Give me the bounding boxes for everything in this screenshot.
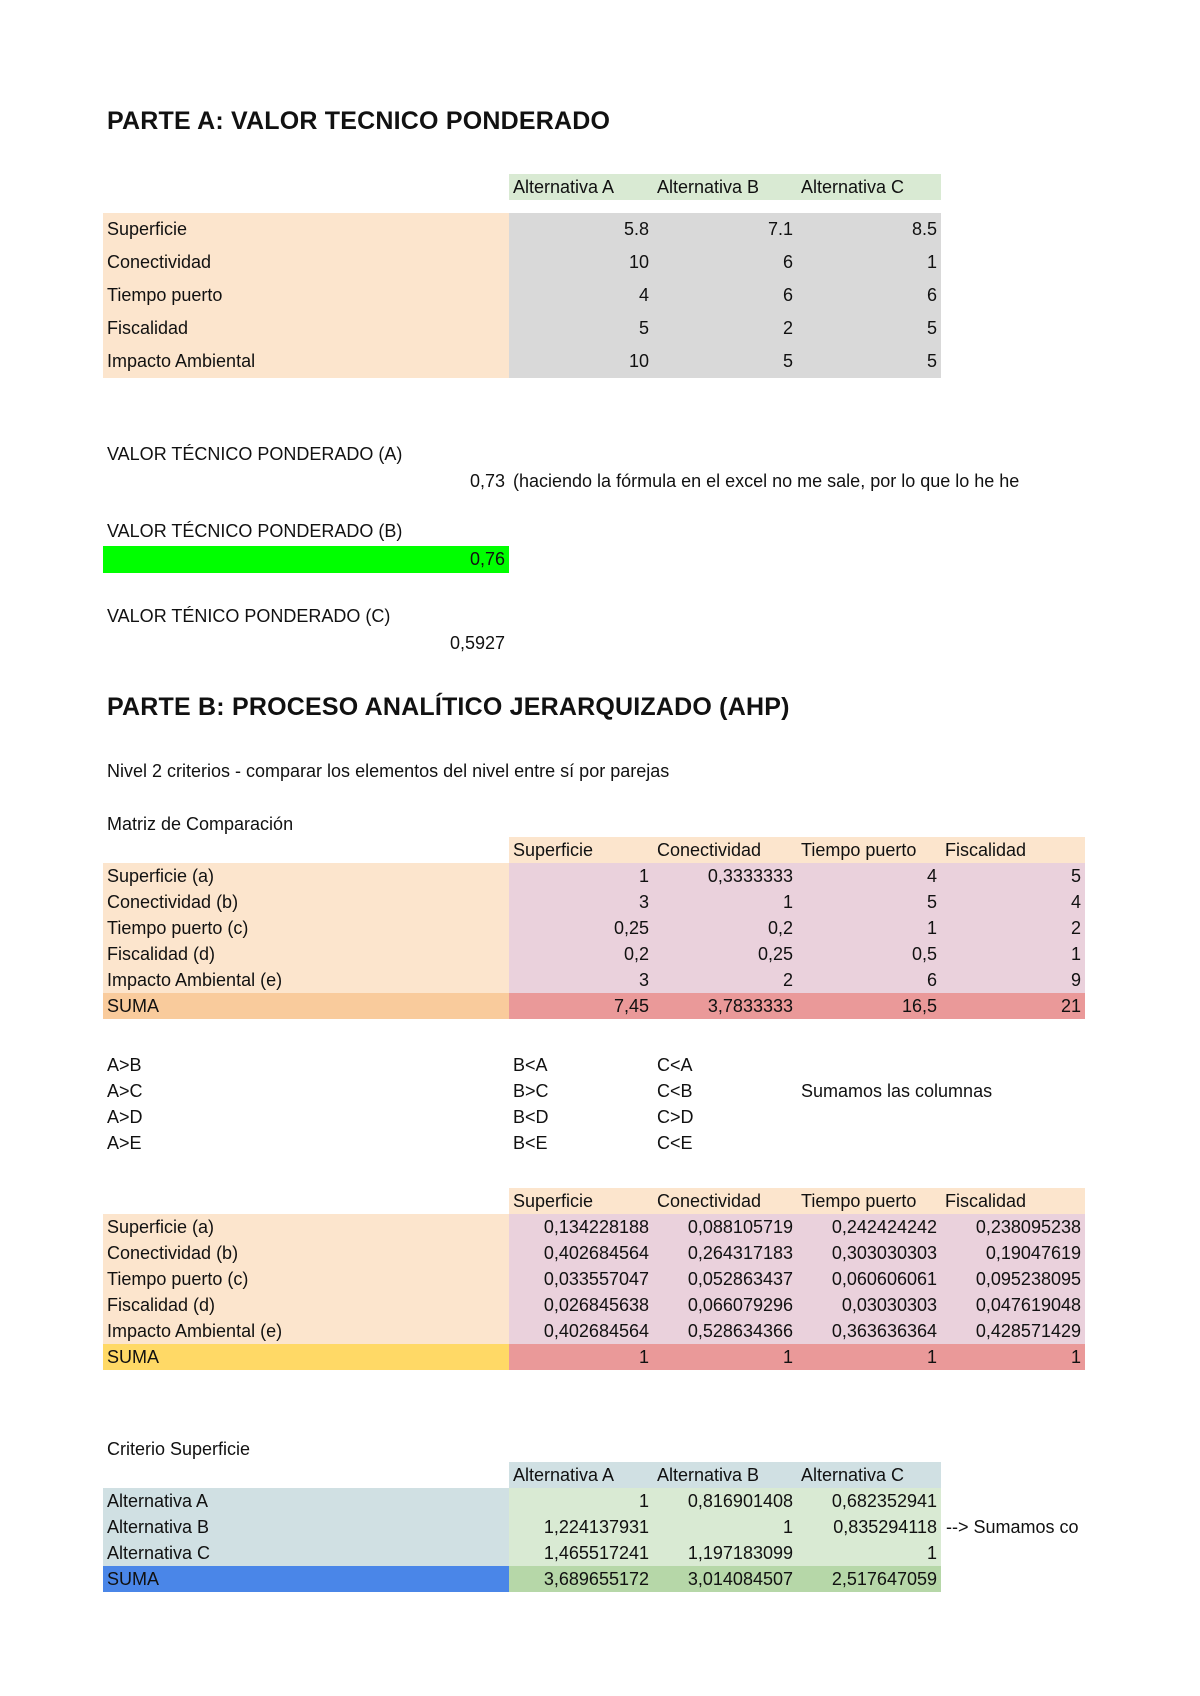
norm-cell: 0,095238095 xyxy=(941,1266,1085,1292)
matrix-cell: 5 xyxy=(941,863,1085,889)
comparison-item: C<A xyxy=(657,1055,693,1075)
crit-header: Alternativa A xyxy=(509,1462,653,1488)
parte-a-cell: 4 xyxy=(509,279,653,312)
norm-cell: 0,03030303 xyxy=(797,1292,941,1318)
parte-a-header-alt-a: Alternativa A xyxy=(509,174,653,200)
matrix-suma-cell: 16,5 xyxy=(797,993,941,1019)
parte-a-cell: 5 xyxy=(509,312,653,345)
norm-cell: 0,242424242 xyxy=(797,1214,941,1240)
norm-header: Superficie xyxy=(509,1188,653,1214)
norm-suma-cell: 1 xyxy=(797,1344,941,1370)
comparison-item: B>C xyxy=(513,1081,549,1101)
norm-suma-label: SUMA xyxy=(103,1344,509,1370)
crit-note: --> Sumamos co xyxy=(946,1517,1079,1537)
parte-a-row-label: Tiempo puerto xyxy=(103,279,509,312)
crit-header: Alternativa C xyxy=(797,1462,941,1488)
crit-suma-cell: 3,014084507 xyxy=(653,1566,797,1592)
norm-cell: 0,528634366 xyxy=(653,1318,797,1344)
matrix-row-label: Impacto Ambiental (e) xyxy=(103,967,509,993)
parte-a-cell: 7.1 xyxy=(653,213,797,246)
matrix-header: Superficie xyxy=(509,837,653,863)
comparison-item: A>D xyxy=(107,1107,143,1127)
matrix-cell: 0,5 xyxy=(797,941,941,967)
parte-a-row-label: Impacto Ambiental xyxy=(103,345,509,378)
crit-cell: 0,682352941 xyxy=(797,1488,941,1514)
matrix-cell: 1 xyxy=(653,889,797,915)
crit-row-label: Alternativa A xyxy=(103,1488,509,1514)
norm-header: Fiscalidad xyxy=(941,1188,1085,1214)
crit-cell: 1 xyxy=(653,1514,797,1540)
matrix-cell: 0,3333333 xyxy=(653,863,797,889)
parte-a-cell: 5.8 xyxy=(509,213,653,246)
norm-cell: 0,19047619 xyxy=(941,1240,1085,1266)
matrix-cell: 2 xyxy=(653,967,797,993)
norm-header: Tiempo puerto xyxy=(797,1188,941,1214)
parte-b-title: PARTE B: PROCESO ANALÍTICO JERARQUIZADO (AHP) xyxy=(107,693,790,721)
parte-a-title: PARTE A: VALOR TECNICO PONDERADO xyxy=(107,107,611,135)
parte-a-header-alt-c: Alternativa C xyxy=(797,174,941,200)
crit-suma-label: SUMA xyxy=(103,1566,509,1592)
norm-cell: 0,060606061 xyxy=(797,1266,941,1292)
norm-cell: 0,033557047 xyxy=(509,1266,653,1292)
crit-cell: 1,197183099 xyxy=(653,1540,797,1566)
norm-row-label: Tiempo puerto (c) xyxy=(103,1266,509,1292)
crit-row-label: Alternativa C xyxy=(103,1540,509,1566)
comparison-item: A>C xyxy=(107,1081,143,1101)
norm-row-label: Impacto Ambiental (e) xyxy=(103,1318,509,1344)
parte-a-cell: 10 xyxy=(509,345,653,378)
vtp-a-label: VALOR TÉCNICO PONDERADO (A) xyxy=(107,444,403,464)
parte-a-cell: 10 xyxy=(509,246,653,279)
norm-row-label: Fiscalidad (d) xyxy=(103,1292,509,1318)
matrix-suma-cell: 7,45 xyxy=(509,993,653,1019)
vtp-a-value: 0,73 xyxy=(469,471,505,491)
vtp-c-value: 0,5927 xyxy=(449,633,505,653)
matrix-cell: 3 xyxy=(509,889,653,915)
vtp-b-label: VALOR TÉCNICO PONDERADO (B) xyxy=(107,521,403,541)
matrix-row-label: Tiempo puerto (c) xyxy=(103,915,509,941)
norm-cell: 0,066079296 xyxy=(653,1292,797,1318)
parte-a-cell: 5 xyxy=(797,312,941,345)
norm-cell: 0,363636364 xyxy=(797,1318,941,1344)
parte-a-row-label: Conectividad xyxy=(103,246,509,279)
crit-cell: 0,816901408 xyxy=(653,1488,797,1514)
vtp-b-value: 0,76 xyxy=(103,546,509,573)
matrix-header: Conectividad xyxy=(653,837,797,863)
vtp-c-label: VALOR TÉNICO PONDERADO (C) xyxy=(107,606,391,626)
parte-a-row-label: Fiscalidad xyxy=(103,312,509,345)
matrix-cell: 3 xyxy=(509,967,653,993)
sumamos-columnas-note: Sumamos las columnas xyxy=(801,1081,993,1101)
norm-row-label: Superficie (a) xyxy=(103,1214,509,1240)
crit-cell: 1,465517241 xyxy=(509,1540,653,1566)
norm-cell: 0,402684564 xyxy=(509,1240,653,1266)
matrix-cell: 4 xyxy=(797,863,941,889)
matrix-cell: 1 xyxy=(797,915,941,941)
norm-row-label: Conectividad (b) xyxy=(103,1240,509,1266)
comparison-item: B<E xyxy=(513,1133,548,1153)
matrix-cell: 0,2 xyxy=(653,915,797,941)
matrix-cell: 0,25 xyxy=(653,941,797,967)
comparison-item: B<A xyxy=(513,1055,548,1075)
parte-a-cell: 5 xyxy=(797,345,941,378)
norm-cell: 0,303030303 xyxy=(797,1240,941,1266)
norm-header: Conectividad xyxy=(653,1188,797,1214)
norm-cell: 0,428571429 xyxy=(941,1318,1085,1344)
norm-cell: 0,047619048 xyxy=(941,1292,1085,1318)
crit-cell: 1,224137931 xyxy=(509,1514,653,1540)
norm-cell: 0,238095238 xyxy=(941,1214,1085,1240)
norm-cell: 0,264317183 xyxy=(653,1240,797,1266)
matrix-suma-label: SUMA xyxy=(103,993,509,1019)
vtp-a-note: (haciendo la fórmula en el excel no me sale, por lo que lo he he xyxy=(513,471,1020,491)
matriz-label: Matriz de Comparación xyxy=(107,814,294,834)
matrix-cell: 5 xyxy=(797,889,941,915)
matrix-cell: 0,25 xyxy=(509,915,653,941)
norm-cell: 0,026845638 xyxy=(509,1292,653,1318)
matrix-cell: 6 xyxy=(797,967,941,993)
matrix-row-label: Superficie (a) xyxy=(103,863,509,889)
matrix-suma-cell: 21 xyxy=(941,993,1085,1019)
matrix-suma-cell: 3,7833333 xyxy=(653,993,797,1019)
parte-a-cell: 8.5 xyxy=(797,213,941,246)
norm-cell: 0,052863437 xyxy=(653,1266,797,1292)
crit-header: Alternativa B xyxy=(653,1462,797,1488)
matrix-cell: 1 xyxy=(509,863,653,889)
criterio-superficie-label: Criterio Superficie xyxy=(107,1439,251,1459)
matrix-cell: 0,2 xyxy=(509,941,653,967)
matrix-cell: 2 xyxy=(941,915,1085,941)
crit-cell: 1 xyxy=(509,1488,653,1514)
norm-cell: 0,134228188 xyxy=(509,1214,653,1240)
crit-cell: 1 xyxy=(797,1540,941,1566)
parte-a-cell: 5 xyxy=(653,345,797,378)
norm-cell: 0,402684564 xyxy=(509,1318,653,1344)
comparison-item: A>B xyxy=(107,1055,142,1075)
crit-suma-cell: 3,689655172 xyxy=(509,1566,653,1592)
comparison-item: A>E xyxy=(107,1133,142,1153)
matrix-cell: 9 xyxy=(941,967,1085,993)
norm-suma-cell: 1 xyxy=(941,1344,1085,1370)
parte-a-cell: 2 xyxy=(653,312,797,345)
matrix-cell: 1 xyxy=(941,941,1085,967)
comparison-item: B<D xyxy=(513,1107,549,1127)
crit-suma-cell: 2,517647059 xyxy=(797,1566,941,1592)
matrix-cell: 4 xyxy=(941,889,1085,915)
parte-a-header-alt-b: Alternativa B xyxy=(653,174,797,200)
crit-cell: 0,835294118 xyxy=(797,1514,941,1540)
norm-suma-cell: 1 xyxy=(509,1344,653,1370)
matrix-header: Tiempo puerto xyxy=(797,837,941,863)
comparison-item: C<B xyxy=(657,1081,693,1101)
parte-a-cell: 6 xyxy=(653,279,797,312)
parte-a-cell: 6 xyxy=(797,279,941,312)
norm-cell: 0,088105719 xyxy=(653,1214,797,1240)
norm-suma-cell: 1 xyxy=(653,1344,797,1370)
comparison-item: C<E xyxy=(657,1133,693,1153)
matrix-row-label: Fiscalidad (d) xyxy=(103,941,509,967)
matrix-header: Fiscalidad xyxy=(941,837,1085,863)
crit-row-label: Alternativa B xyxy=(103,1514,509,1540)
nivel-description: Nivel 2 criterios - comparar los elementos del nivel entre sí por parejas xyxy=(107,761,670,781)
comparison-item: C>D xyxy=(657,1107,694,1127)
parte-a-cell: 1 xyxy=(797,246,941,279)
parte-a-row-label: Superficie xyxy=(103,213,509,246)
matrix-row-label: Conectividad (b) xyxy=(103,889,509,915)
parte-a-cell: 6 xyxy=(653,246,797,279)
